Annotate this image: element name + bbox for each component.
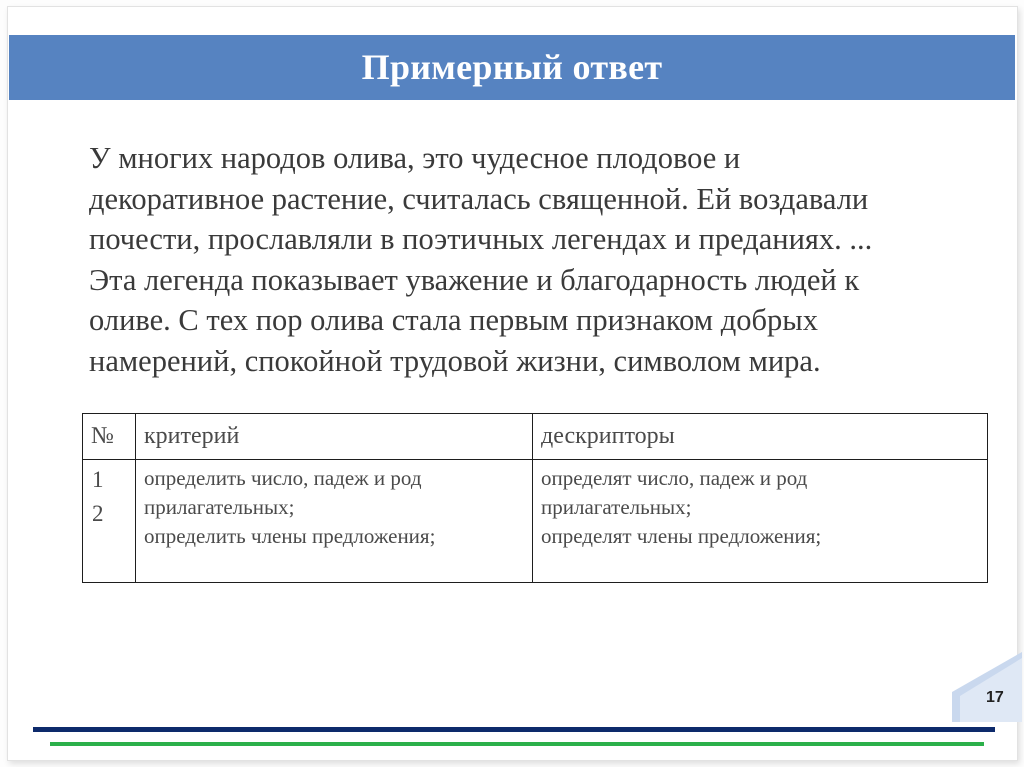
descriptor-cell [533,460,988,583]
footer-navy-rule [33,727,995,732]
slide-title: Примерный ответ [361,46,663,87]
header-number: № [83,414,136,460]
row-number: 2 [92,501,104,526]
title-bar [9,35,1015,100]
descriptor-line: прилагательных; [541,495,692,519]
header-descriptors: дескрипторы [533,414,988,460]
header-criterion: критерий [136,414,533,460]
paragraph-line: декоративное растение, считалась священной. Ей воздавали [89,181,869,216]
paragraph-line: Эта легенда показывает уважение и благодарность людей к [89,262,860,297]
criterion-line: определить число, падеж и род [144,466,422,490]
page-number: 17 [986,689,1004,706]
table-header-row [83,414,988,460]
row-numbers-cell [83,460,136,583]
row-number: 1 [92,467,104,492]
answer-paragraph [89,138,989,382]
criterion-line: прилагательных; [144,495,295,519]
descriptor-line: определят члены предложения; [541,524,822,548]
page-corner-tab [952,652,1022,722]
footer-green-rule [50,742,984,746]
paragraph-line: почести, прославляли в поэтичных легендах и преданиях. ... [89,222,873,257]
descriptor-line: определят число, падеж и род [541,466,808,490]
criterion-line: определить члены предложения; [144,524,436,548]
paragraph-line: намерений, спокойной трудовой жизни, символом мира. [89,343,821,378]
criterion-cell [136,460,533,583]
paragraph-line: У многих народов олива, это чудесное плодовое и [89,141,741,175]
paragraph-line: оливе. С тех пор олива стала первым признаком добрых [89,303,819,338]
slide-frame [7,6,1018,761]
table-row [83,460,988,583]
criteria-table [82,413,988,583]
